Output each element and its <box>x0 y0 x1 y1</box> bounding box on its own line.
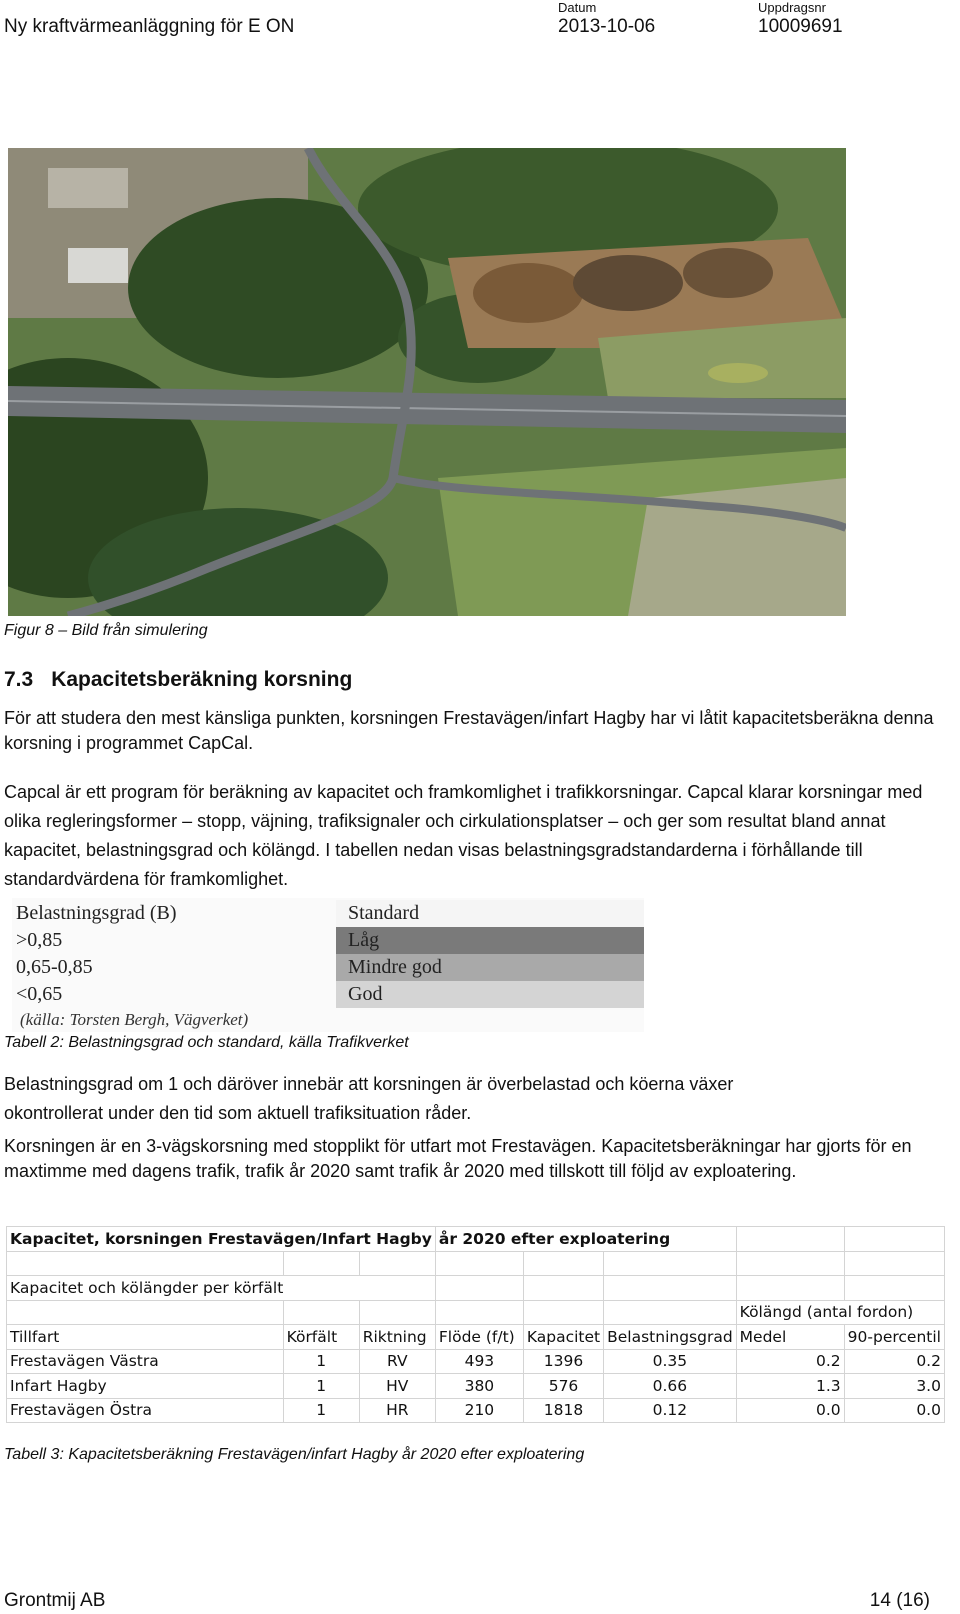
cell-queue-p90: 0.0 <box>844 1398 944 1423</box>
cell-direction: RV <box>359 1349 435 1374</box>
queue-group-header: Kölängd (antal fordon) <box>736 1300 944 1325</box>
cell-load-degree: 0.12 <box>604 1398 737 1423</box>
cell-lanes: 1 <box>283 1398 359 1423</box>
cell-capacity: 576 <box>523 1374 603 1399</box>
standards-header-row <box>12 900 644 927</box>
paragraph-overload: Belastningsgrad om 1 och däröver innebär att korsningen är överbelastad och köerna växer okontrollerat under den tid som aktuell trafiksituation råder. <box>4 1074 734 1123</box>
paragraph-intro: För att studera den mest känsliga punkten, korsningen Frestavägen/infart Hagby har vi låtit kapacitetsberäkna denna korsning i programmet CapCal. <box>4 708 934 753</box>
standards-source: (källa: Torsten Bergh, Vägverket) <box>20 1010 249 1029</box>
paragraph-capcal: Capcal är ett program för beräkning av kapacitet och framkomlighet i trafikkorsningar. Capcal klarar korsningar med olika regleringsformer – stopp, väjning, trafiksignaler och cirkulationsplatser – och ger som resultat bland annat kapacitet, belastningsgrad och kölängd. I tabellen nedan visas belastningsgradstandarderna i förhållande till standardvärdena för framkomlighet. <box>4 782 923 889</box>
capacity-table <box>6 1226 945 1423</box>
aerial-simulation-image <box>8 148 846 616</box>
section-heading <box>4 668 352 692</box>
date-value: 2013-10-06 <box>558 16 656 37</box>
paragraph-junction: Korsningen är en 3-vägskorsning med stopplikt för utfart mot Frestavägen. Kapacitetsberäkningar har gjorts för en maxtimme med dagens trafik, trafik år 2020 samt trafik år 2020 med tillskott till följd av exploatering. <box>4 1136 912 1181</box>
table-row <box>7 1349 945 1374</box>
cell-lanes: 1 <box>283 1349 359 1374</box>
standards-range: 0,65-0,85 <box>16 956 93 978</box>
table-row <box>7 1374 945 1399</box>
cell-queue-mean: 0.0 <box>736 1398 844 1423</box>
cell-capacity: 1818 <box>523 1398 603 1423</box>
cell-load-degree: 0.35 <box>604 1349 737 1374</box>
cell-direction: HV <box>359 1374 435 1399</box>
standards-range: >0,85 <box>16 929 63 951</box>
assignment-label: Uppdragsnr <box>758 0 826 15</box>
capacity-scenario: år 2020 efter exploatering <box>435 1227 736 1252</box>
date-label: Datum <box>558 0 597 15</box>
cell-queue-p90: 3.0 <box>844 1374 944 1399</box>
column-header: Tillfart <box>7 1325 284 1350</box>
column-header: Kapacitet <box>523 1325 603 1350</box>
table-row <box>7 1398 945 1423</box>
column-header: Medel <box>736 1325 844 1350</box>
standards-range: <0,65 <box>16 983 63 1005</box>
cell-flow: 493 <box>435 1349 523 1374</box>
table3-caption: Tabell 3: Kapacitetsberäkning Frestavägen/infart Hagby år 2020 efter exploatering <box>4 1446 585 1463</box>
table-row <box>7 1276 945 1301</box>
cell-approach: Frestavägen Västra <box>7 1349 284 1374</box>
column-header: Körfält <box>283 1325 359 1350</box>
section-number: 7.3 <box>4 668 34 691</box>
standards-header-standard: Standard <box>336 900 644 927</box>
standards-level: Mindre god <box>336 954 644 981</box>
table-row <box>7 1227 945 1252</box>
cell-approach: Frestavägen Östra <box>7 1398 284 1423</box>
capacity-subtitle: Kapacitet och kölängder per körfält <box>7 1276 436 1301</box>
cell-capacity: 1396 <box>523 1349 603 1374</box>
figure-caption: Figur 8 – Bild från simulering <box>4 622 208 639</box>
column-header: 90-percentil <box>844 1325 944 1350</box>
cell-flow: 210 <box>435 1398 523 1423</box>
cell-queue-p90: 0.2 <box>844 1349 944 1374</box>
standards-row <box>12 981 644 1008</box>
footer-company: Grontmij AB <box>4 1590 106 1611</box>
column-header: Riktning <box>359 1325 435 1350</box>
cell-direction: HR <box>359 1398 435 1423</box>
cell-load-degree: 0.66 <box>604 1374 737 1399</box>
standards-row <box>12 954 644 981</box>
document-title: Ny kraftvärmeanläggning för E ON <box>4 16 295 37</box>
cell-approach: Infart Hagby <box>7 1374 284 1399</box>
standards-header-range: Belastningsgrad (B) <box>16 902 177 924</box>
cell-queue-mean: 0.2 <box>736 1349 844 1374</box>
capacity-title: Kapacitet, korsningen Frestavägen/Infart Hagby <box>7 1227 436 1252</box>
column-header: Belastningsgrad <box>604 1325 737 1350</box>
cell-lanes: 1 <box>283 1374 359 1399</box>
column-header: Flöde (f/t) <box>435 1325 523 1350</box>
section-title: Kapacitetsberäkning korsning <box>51 668 353 691</box>
table2-caption: Tabell 2: Belastningsgrad och standard, källa Trafikverket <box>4 1034 409 1051</box>
table-row <box>7 1251 945 1276</box>
cell-flow: 380 <box>435 1374 523 1399</box>
standards-level: God <box>336 981 644 1008</box>
table-row <box>7 1300 945 1325</box>
standards-level: Låg <box>336 927 644 954</box>
footer-page-number: 14 (16) <box>869 1590 930 1611</box>
standards-row <box>12 927 644 954</box>
assignment-value: 10009691 <box>758 16 843 37</box>
table-header-row <box>7 1325 945 1350</box>
cell-queue-mean: 1.3 <box>736 1374 844 1399</box>
